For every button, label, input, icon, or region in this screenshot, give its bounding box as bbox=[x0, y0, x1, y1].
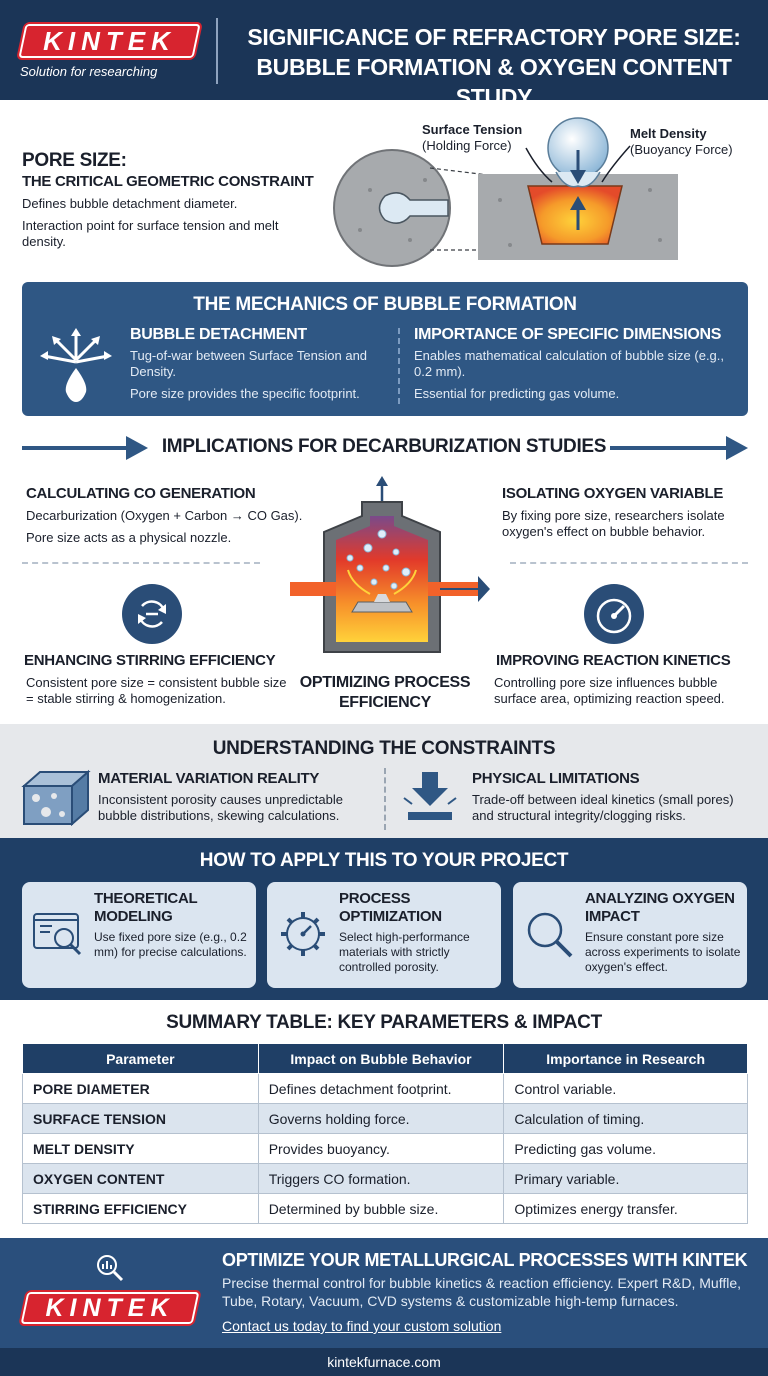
card-theoretical-modeling-heading: THEORETICAL MODELING bbox=[94, 890, 198, 925]
card-theoretical-modeling bbox=[22, 882, 256, 988]
compression-icon bbox=[400, 768, 460, 828]
table-cell: Primary variable. bbox=[504, 1164, 748, 1194]
co-generation-text1: Decarburization (Oxygen + Carbon → CO Gas). bbox=[26, 508, 303, 523]
table-cell: STIRRING EFFICIENCY bbox=[23, 1194, 259, 1224]
card-theoretical-modeling-text: Use fixed pore size (e.g., 0.2 mm) for precise calculations. bbox=[94, 930, 247, 959]
co-generation-text2: Pore size acts as a physical nozzle. bbox=[26, 530, 232, 545]
constraints-section bbox=[0, 724, 768, 838]
header-banner bbox=[0, 0, 768, 110]
card-process-optimization-heading: PROCESS OPTIMIZATION bbox=[339, 890, 442, 925]
table-row bbox=[23, 1134, 748, 1164]
website-url[interactable]: kintekfurnace.com bbox=[327, 1354, 441, 1370]
surface-tension-subtitle: (Holding Force) bbox=[422, 138, 512, 153]
footer-title: OPTIMIZE YOUR METALLURGICAL PROCESSES WITH KINTEK bbox=[222, 1250, 748, 1270]
porous-block-icon bbox=[20, 768, 92, 826]
stirring-efficiency-heading: ENHANCING STIRRING EFFICIENCY bbox=[24, 652, 276, 669]
material-variation-heading: MATERIAL VARIATION REALITY bbox=[98, 770, 320, 787]
oxygen-variable-text: By fixing pore size, researchers isolate oxygen's effect on bubble behavior. bbox=[502, 508, 725, 539]
card-process-optimization bbox=[267, 882, 501, 988]
table-cell: Triggers CO formation. bbox=[258, 1164, 504, 1194]
card-process-optimization-text: Select high-performance materials with strictly controlled porosity. bbox=[339, 930, 470, 974]
optimizing-process-label: OPTIMIZING PROCESS EFFICIENCY bbox=[299, 674, 471, 711]
column-header-importance: Importance in Research bbox=[504, 1044, 748, 1074]
table-cell: Defines detachment footprint. bbox=[258, 1074, 504, 1104]
footer-kintek-logo: KINTEK bbox=[45, 1294, 175, 1322]
reaction-kinetics-heading: IMPROVING REACTION KINETICS bbox=[496, 652, 731, 669]
droplet-burst-icon bbox=[36, 326, 116, 406]
table-cell: MELT DENSITY bbox=[23, 1134, 259, 1164]
table-cell: Control variable. bbox=[504, 1074, 748, 1104]
table-header-row bbox=[23, 1044, 748, 1074]
constraints-divider bbox=[384, 768, 386, 830]
table-cell: SURFACE TENSION bbox=[23, 1104, 259, 1134]
kinetics-icon-badge bbox=[584, 584, 644, 644]
column-header-parameter: Parameter bbox=[23, 1044, 259, 1074]
stirring-icon-badge bbox=[122, 584, 182, 644]
summary-table-title: SUMMARY TABLE: KEY PARAMETERS & IMPACT bbox=[166, 1012, 602, 1033]
table-cell: Determined by bubble size. bbox=[258, 1194, 504, 1224]
specific-dimensions-heading: IMPORTANCE OF SPECIFIC DIMENSIONS bbox=[414, 326, 722, 343]
apply-section bbox=[0, 838, 768, 1000]
footer-cta bbox=[0, 1238, 768, 1348]
specific-dimensions-text1: Enables mathematical calculation of bubble size (e.g., 0.2 mm). bbox=[414, 348, 725, 379]
melt-density-subtitle: (Buoyancy Force) bbox=[630, 142, 733, 157]
apply-title: HOW TO APPLY THIS TO YOUR PROJECT bbox=[199, 850, 569, 871]
modeling-screen-icon bbox=[30, 906, 86, 962]
physical-limitations-heading: PHYSICAL LIMITATIONS bbox=[472, 770, 640, 787]
table-cell: Governs holding force. bbox=[258, 1104, 504, 1134]
constraints-title: UNDERSTANDING THE CONSTRAINTS bbox=[212, 738, 556, 759]
reaction-kinetics-text: Controlling pore size influences bubble surface area, optimizing reaction speed. bbox=[494, 675, 725, 706]
left-divider bbox=[22, 562, 260, 564]
kintek-logo: KINTEK bbox=[43, 26, 176, 56]
card-oxygen-impact-heading: ANALYZING OXYGEN IMPACT bbox=[585, 890, 735, 925]
pore-size-desc2: Interaction point for surface tension and melt density. bbox=[22, 218, 279, 249]
rotation-icon bbox=[122, 584, 182, 644]
contact-link[interactable]: Contact us today to find your custom solution bbox=[222, 1318, 502, 1334]
table-row bbox=[23, 1074, 748, 1104]
melt-density-label bbox=[630, 126, 733, 158]
table-cell: Calculation of timing. bbox=[504, 1104, 748, 1134]
table-cell: Optimizes energy transfer. bbox=[504, 1194, 748, 1224]
bubble-detachment-text1: Tug-of-war between Surface Tension and Density. bbox=[130, 348, 368, 379]
pore-size-desc1: Defines bubble detachment diameter. bbox=[22, 196, 238, 211]
logo-tagline: Solution for researching bbox=[20, 64, 158, 79]
card-oxygen-impact bbox=[513, 882, 747, 988]
right-arrow-bar bbox=[610, 446, 728, 450]
right-divider bbox=[510, 562, 748, 564]
table-cell: OXYGEN CONTENT bbox=[23, 1164, 259, 1194]
table-row bbox=[23, 1164, 748, 1194]
surface-tension-title: Surface Tension bbox=[422, 122, 523, 137]
furnace-illustration bbox=[290, 472, 490, 672]
co-generation-heading: CALCULATING CO GENERATION bbox=[26, 485, 256, 502]
specific-dimensions-text2: Essential for predicting gas volume. bbox=[414, 386, 620, 401]
research-magnifier-icon bbox=[94, 1252, 124, 1282]
pore-size-subtitle: THE CRITICAL GEOMETRIC CONSTRAINT bbox=[22, 173, 314, 190]
card-oxygen-impact-text: Ensure constant pore size across experiments to isolate oxygen's effect. bbox=[585, 930, 741, 974]
pore-diagram bbox=[330, 110, 760, 270]
mechanics-panel bbox=[22, 282, 748, 416]
material-variation-text: Inconsistent porosity causes unpredictable bubble distributions, skewing calculations. bbox=[98, 792, 343, 823]
implications-title: IMPLICATIONS FOR DECARBURIZATION STUDIES bbox=[161, 436, 607, 457]
oxygen-variable-heading: ISOLATING OXYGEN VARIABLE bbox=[502, 485, 724, 502]
summary-table bbox=[22, 1043, 748, 1224]
gauge-icon bbox=[584, 584, 644, 644]
table-cell: PORE DIAMETER bbox=[23, 1074, 259, 1104]
mechanics-title: THE MECHANICS OF BUBBLE FORMATION bbox=[193, 294, 577, 315]
header-divider bbox=[216, 18, 218, 84]
magnifier-icon bbox=[521, 906, 577, 962]
right-arrow-head bbox=[726, 436, 748, 460]
pore-size-title: PORE SIZE: bbox=[22, 150, 127, 171]
table-row bbox=[23, 1104, 748, 1134]
table-row bbox=[23, 1194, 748, 1224]
stirring-efficiency-text: Consistent pore size = consistent bubble size = stable stirring & homogenization. bbox=[26, 675, 287, 706]
page-title-line2: BUBBLE FORMATION & OXYGEN CONTENT STUDY bbox=[256, 54, 732, 110]
melt-density-title: Melt Density bbox=[630, 126, 707, 141]
bottom-bar bbox=[0, 1348, 768, 1376]
surface-tension-label bbox=[422, 122, 522, 154]
bubble-detachment-heading: BUBBLE DETACHMENT bbox=[130, 326, 307, 343]
column-header-impact: Impact on Bubble Behavior bbox=[258, 1044, 504, 1074]
table-cell: Predicting gas volume. bbox=[504, 1134, 748, 1164]
bubble-detachment-text2: Pore size provides the specific footprint. bbox=[130, 386, 360, 401]
physical-limitations-text: Trade-off between ideal kinetics (small pores) and structural integrity/clogging risks. bbox=[472, 792, 734, 823]
mechanics-divider bbox=[398, 328, 400, 404]
table-cell: Provides buoyancy. bbox=[258, 1134, 504, 1164]
footer-description: Precise thermal control for bubble kinetics & reaction efficiency. Expert R&D, Muffle, Tube, Rotary, Vacuum, CVD systems & customizable high-temp furnaces. bbox=[222, 1275, 742, 1309]
page-title-line1: SIGNIFICANCE OF REFRACTORY PORE SIZE: bbox=[247, 24, 741, 50]
page-title bbox=[234, 22, 754, 112]
gear-gauge-icon bbox=[275, 906, 331, 962]
